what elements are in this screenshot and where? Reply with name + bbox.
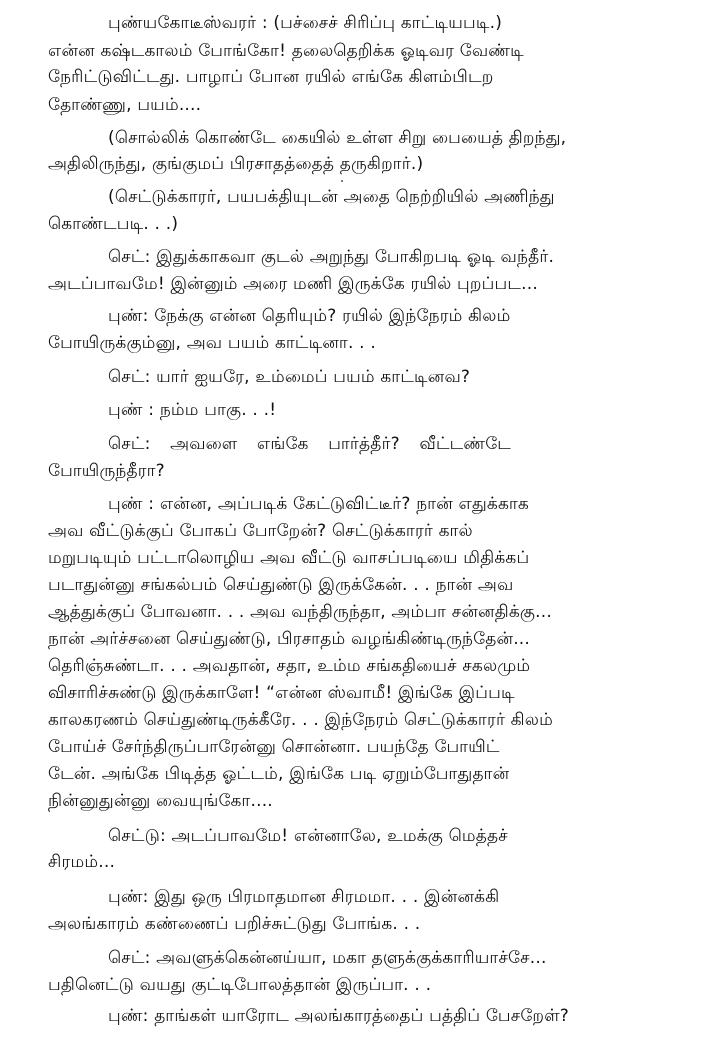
text-line: அதிலிருந்து, குங்குமப் பிரசாதத்தைத் தருகிறார்.): [48, 154, 424, 174]
text-line: அவ வீட்டுக்குப் போகப் போறேன்? செட்டுக்காரர் கால்: [48, 521, 473, 541]
text-line: பதினெட்டு வயது குட்டிபோலத்தான் இருப்பா. . .: [48, 975, 432, 995]
text-line: நின்னுதுன்னு வையுங்கோ....: [48, 791, 273, 811]
scan-speck: [341, 180, 343, 182]
text-line: புண்யகோடீஸ்வரர் : (பச்சைச் சிரிப்பு காட்டியபடி.): [108, 13, 503, 33]
text-line: படாதுன்னு சங்கல்பம் செய்துண்டு இருக்கேன். . . நான் அவ: [48, 575, 514, 595]
text-line: செட்: அவளுக்கென்னய்யா, மகா தளுக்குக்காரியாச்சே...: [108, 948, 547, 968]
text-line: சிரமம்...: [48, 852, 116, 872]
text-line: புண்: தாங்கள் யாரோட அலங்காரத்தைப் பத்திப் பேசறேள்?: [108, 1006, 569, 1026]
text-line: நான் அர்ச்சனை செய்துண்டு, பிரசாதம் வழங்கிண்டிருந்தேன்...: [48, 629, 531, 649]
text-line: (சொல்லிக் கொண்டே கையில் உள்ள சிறு பையைத் திறந்து,: [108, 128, 567, 148]
text-line: புண்: நேக்கு என்ன தெரியும்? ரயில் இந்நேரம் கிலம்: [108, 306, 511, 326]
text-line: தெரிஞ்சுண்டா. . . அவதான், சதா, உம்ம சங்கதியைச் சகலமும்: [48, 656, 531, 676]
text-line: (செட்டுக்காரர், பயபக்தியுடன் அதை நெற்றியில் அணிந்து: [108, 187, 555, 207]
text-line: செட்டு: அடப்பாவமே! என்னாலே, உமக்கு மெத்தச்: [108, 826, 508, 846]
text-line: போயிருந்தீரா?: [48, 461, 165, 481]
text-line: செட்: யார் ஐயரே, உம்மைப் பயம் காட்டினவ?: [108, 367, 471, 387]
text-line: அலங்காரம் கண்ணைப் பறிச்சுட்டுது போங்க. . .: [48, 914, 421, 934]
text-line: அடப்பாவமே! இன்னும் அரை மணி இருக்கே ரயில் புறப்பட...: [48, 274, 538, 294]
text-line: புண் : நம்ம பாகு. . .!: [108, 400, 277, 420]
text-line: புண்: இது ஒரு பிரமாதமான சிரமமா. . . இன்னக்கி: [108, 887, 500, 907]
text-line: தோண்ணு, பயம்....: [48, 95, 202, 115]
text-line: புண் : என்ன, அப்படிக் கேட்டுவிட்டீர்? நான் எதுக்காக: [108, 494, 530, 514]
text-line: நேரிட்டுவிட்டது. பாழாப் போன ரயில் எங்கே கிளம்பிடற: [48, 67, 494, 87]
text-line: மறுபடியும் பட்டாலொழிய அவ வீட்டு வாசப்படியை மிதிக்கப்: [48, 548, 530, 568]
text-line: காலகரணம் செய்துண்டிருக்கீரே. . . இந்நேரம் செட்டுக்காரர் கிலம்: [48, 710, 553, 730]
text-line: செட்: அவளை எங்கே பார்த்தீர்? வீட்டண்டே: [108, 434, 512, 454]
text-line: என்ன கஷ்டகாலம் போங்கோ! தலைதெறிக்க ஓடிவர வேண்டி: [48, 41, 524, 61]
text-line: ஆத்துக்குப் போவனா. . . அவ வந்திருந்தா, அம்பா சன்னதிக்கு...: [48, 602, 552, 622]
text-line: செட்: இதுக்காகவா குடல் அறுந்து போகிறபடி ஓடி வந்தீர்.: [108, 247, 555, 267]
text-line: விசாரிச்சுண்டு இருக்காளே! “என்ன ஸ்வாமீ! இங்கே இப்படி: [48, 683, 515, 703]
text-line: போயிருக்கும்னு, அவ பயம் காட்டினா. . .: [48, 333, 376, 353]
text-line: கொண்டபடி. . .): [48, 214, 179, 234]
text-line: போய்ச் சேர்ந்திருப்பாரேன்னு சொன்னா. பயந்தே போயிட்: [48, 737, 500, 757]
text-line: டேன். அங்கே பிடித்த ஓட்டம், இங்கே படி ஏறும்போதுதான்: [48, 764, 510, 784]
